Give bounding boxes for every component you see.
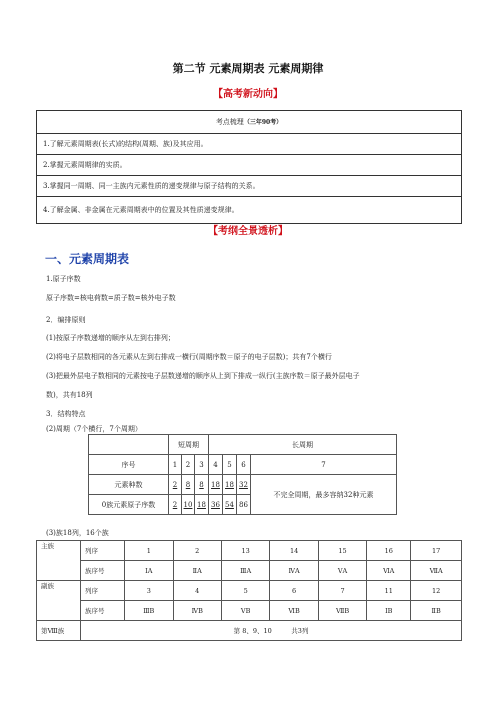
sub-group: ⅤB [221, 601, 269, 621]
main-column: 15 [318, 541, 366, 561]
sub-group: ⅠB [367, 601, 411, 621]
section-header-new-trends: 【高考新动向】 [213, 89, 283, 100]
text-line: (1)按原子序数递增的顺序从左到右排列； [46, 334, 175, 342]
exam-point-item: 1.了解元素周期表(长式)的结构(周期、族)及其应用。 [37, 134, 462, 155]
text-line: (3)族18列，16个族 [46, 529, 109, 537]
text-line: (3)把最外层电子数相同的元素按电子层数递增的顺序从上到下排成一纵行(主族序数＝原子最外层电子 [46, 372, 360, 380]
column-label: 列序 [81, 541, 125, 561]
sub-group: ⅥB [270, 601, 318, 621]
sub-column: 4 [173, 581, 221, 601]
corner-cell [89, 435, 169, 455]
main-group-label: 主族 [37, 541, 81, 581]
exam-points-box [36, 110, 462, 224]
zero-group-number: 10 [182, 495, 195, 515]
sub-column: 11 [367, 581, 411, 601]
exam-point-item: 3.掌握同一周期、同一主族内元素性质的递变规律与原子结构的关系。 [37, 176, 462, 197]
row-label: 0族元素原子序数 [89, 495, 169, 515]
text-line: 1.原子序数 [46, 275, 81, 283]
main-group: ⅥA [367, 561, 411, 581]
main-group: ⅦA [411, 561, 462, 581]
short-period-label: 短周期 [169, 435, 209, 455]
period-number: 5 [223, 455, 237, 475]
sub-group: ⅣB [173, 601, 221, 621]
sub-column: 5 [221, 581, 269, 601]
main-column: 1 [125, 541, 173, 561]
group-table [36, 540, 462, 641]
main-column: 2 [173, 541, 221, 561]
sub-group-label: 副族 [37, 581, 81, 621]
heading-periodic-table: 一、元素周期表 [45, 252, 130, 266]
row-label: 元素种数 [89, 475, 169, 495]
element-count: 18 [223, 475, 237, 495]
group-number-label: 族序号 [81, 561, 125, 581]
main-group: ⅣA [270, 561, 318, 581]
period-table [88, 434, 397, 515]
zero-group-number: 54 [223, 495, 237, 515]
period-number: 2 [182, 455, 195, 475]
zero-group-number: 2 [169, 495, 182, 515]
text-line: 原子序数=核电荷数=质子数=核外电子数 [46, 294, 176, 302]
main-column: 17 [411, 541, 462, 561]
exam-box-head: 考点梳理（三年90考） [37, 111, 462, 134]
zero-group-number: 36 [209, 495, 223, 515]
main-group: ⅡA [173, 561, 221, 581]
period-7-note: 不完全周期，最多容纳32种元素 [251, 475, 397, 515]
group-viii-label: 第Ⅷ族 [37, 621, 81, 641]
main-group: ⅢA [221, 561, 269, 581]
text-line: 数)，共有18列 [46, 391, 93, 399]
sub-group: ⅦB [318, 601, 366, 621]
sub-group: ⅢB [125, 601, 173, 621]
page-title: 第二节 元素周期表 元素周期律 [172, 62, 324, 75]
period-number: 7 [251, 455, 397, 475]
exam-point-item: 2.掌握元素周期律的实质。 [37, 155, 462, 176]
group-viii-columns: 第 8、9、10 共3列 [81, 621, 462, 641]
sub-column: 3 [125, 581, 173, 601]
column-label: 列序 [81, 581, 125, 601]
element-count: 8 [182, 475, 195, 495]
main-group: ⅠA [125, 561, 173, 581]
main-group: ⅤA [318, 561, 366, 581]
text-line: 3．结构特点 [46, 410, 86, 418]
group-number-label: 族序号 [81, 601, 125, 621]
sub-group: ⅡB [411, 601, 462, 621]
row-label: 序号 [89, 455, 169, 475]
main-column: 14 [270, 541, 318, 561]
main-column: 16 [367, 541, 411, 561]
element-count: 2 [169, 475, 182, 495]
zero-group-number: 18 [195, 495, 209, 515]
period-number: 1 [169, 455, 182, 475]
text-line: (2)将电子层数相同的各元素从左到右排成一横行(周期序数＝原子的电子层数)；共有7个横行 [46, 353, 332, 361]
period-number: 6 [237, 455, 251, 475]
element-count: 18 [209, 475, 223, 495]
exam-point-item: 4.了解金属、非金属在元素周期表中的位置及其性质递变规律。 [37, 197, 462, 224]
main-column: 13 [221, 541, 269, 561]
period-number: 3 [195, 455, 209, 475]
sub-column: 6 [270, 581, 318, 601]
text-line: (2)周期（7个横行，7个周期） [46, 425, 142, 433]
element-count: 8 [195, 475, 209, 495]
long-period-label: 长周期 [209, 435, 397, 455]
period-number: 4 [209, 455, 223, 475]
sub-column: 12 [411, 581, 462, 601]
text-line: 2．编排原则 [46, 316, 86, 324]
section-header-syllabus: 【考纲全景透析】 [208, 226, 288, 237]
zero-group-number: 86 [237, 495, 251, 515]
element-count: 32 [237, 475, 251, 495]
sub-column: 7 [318, 581, 366, 601]
